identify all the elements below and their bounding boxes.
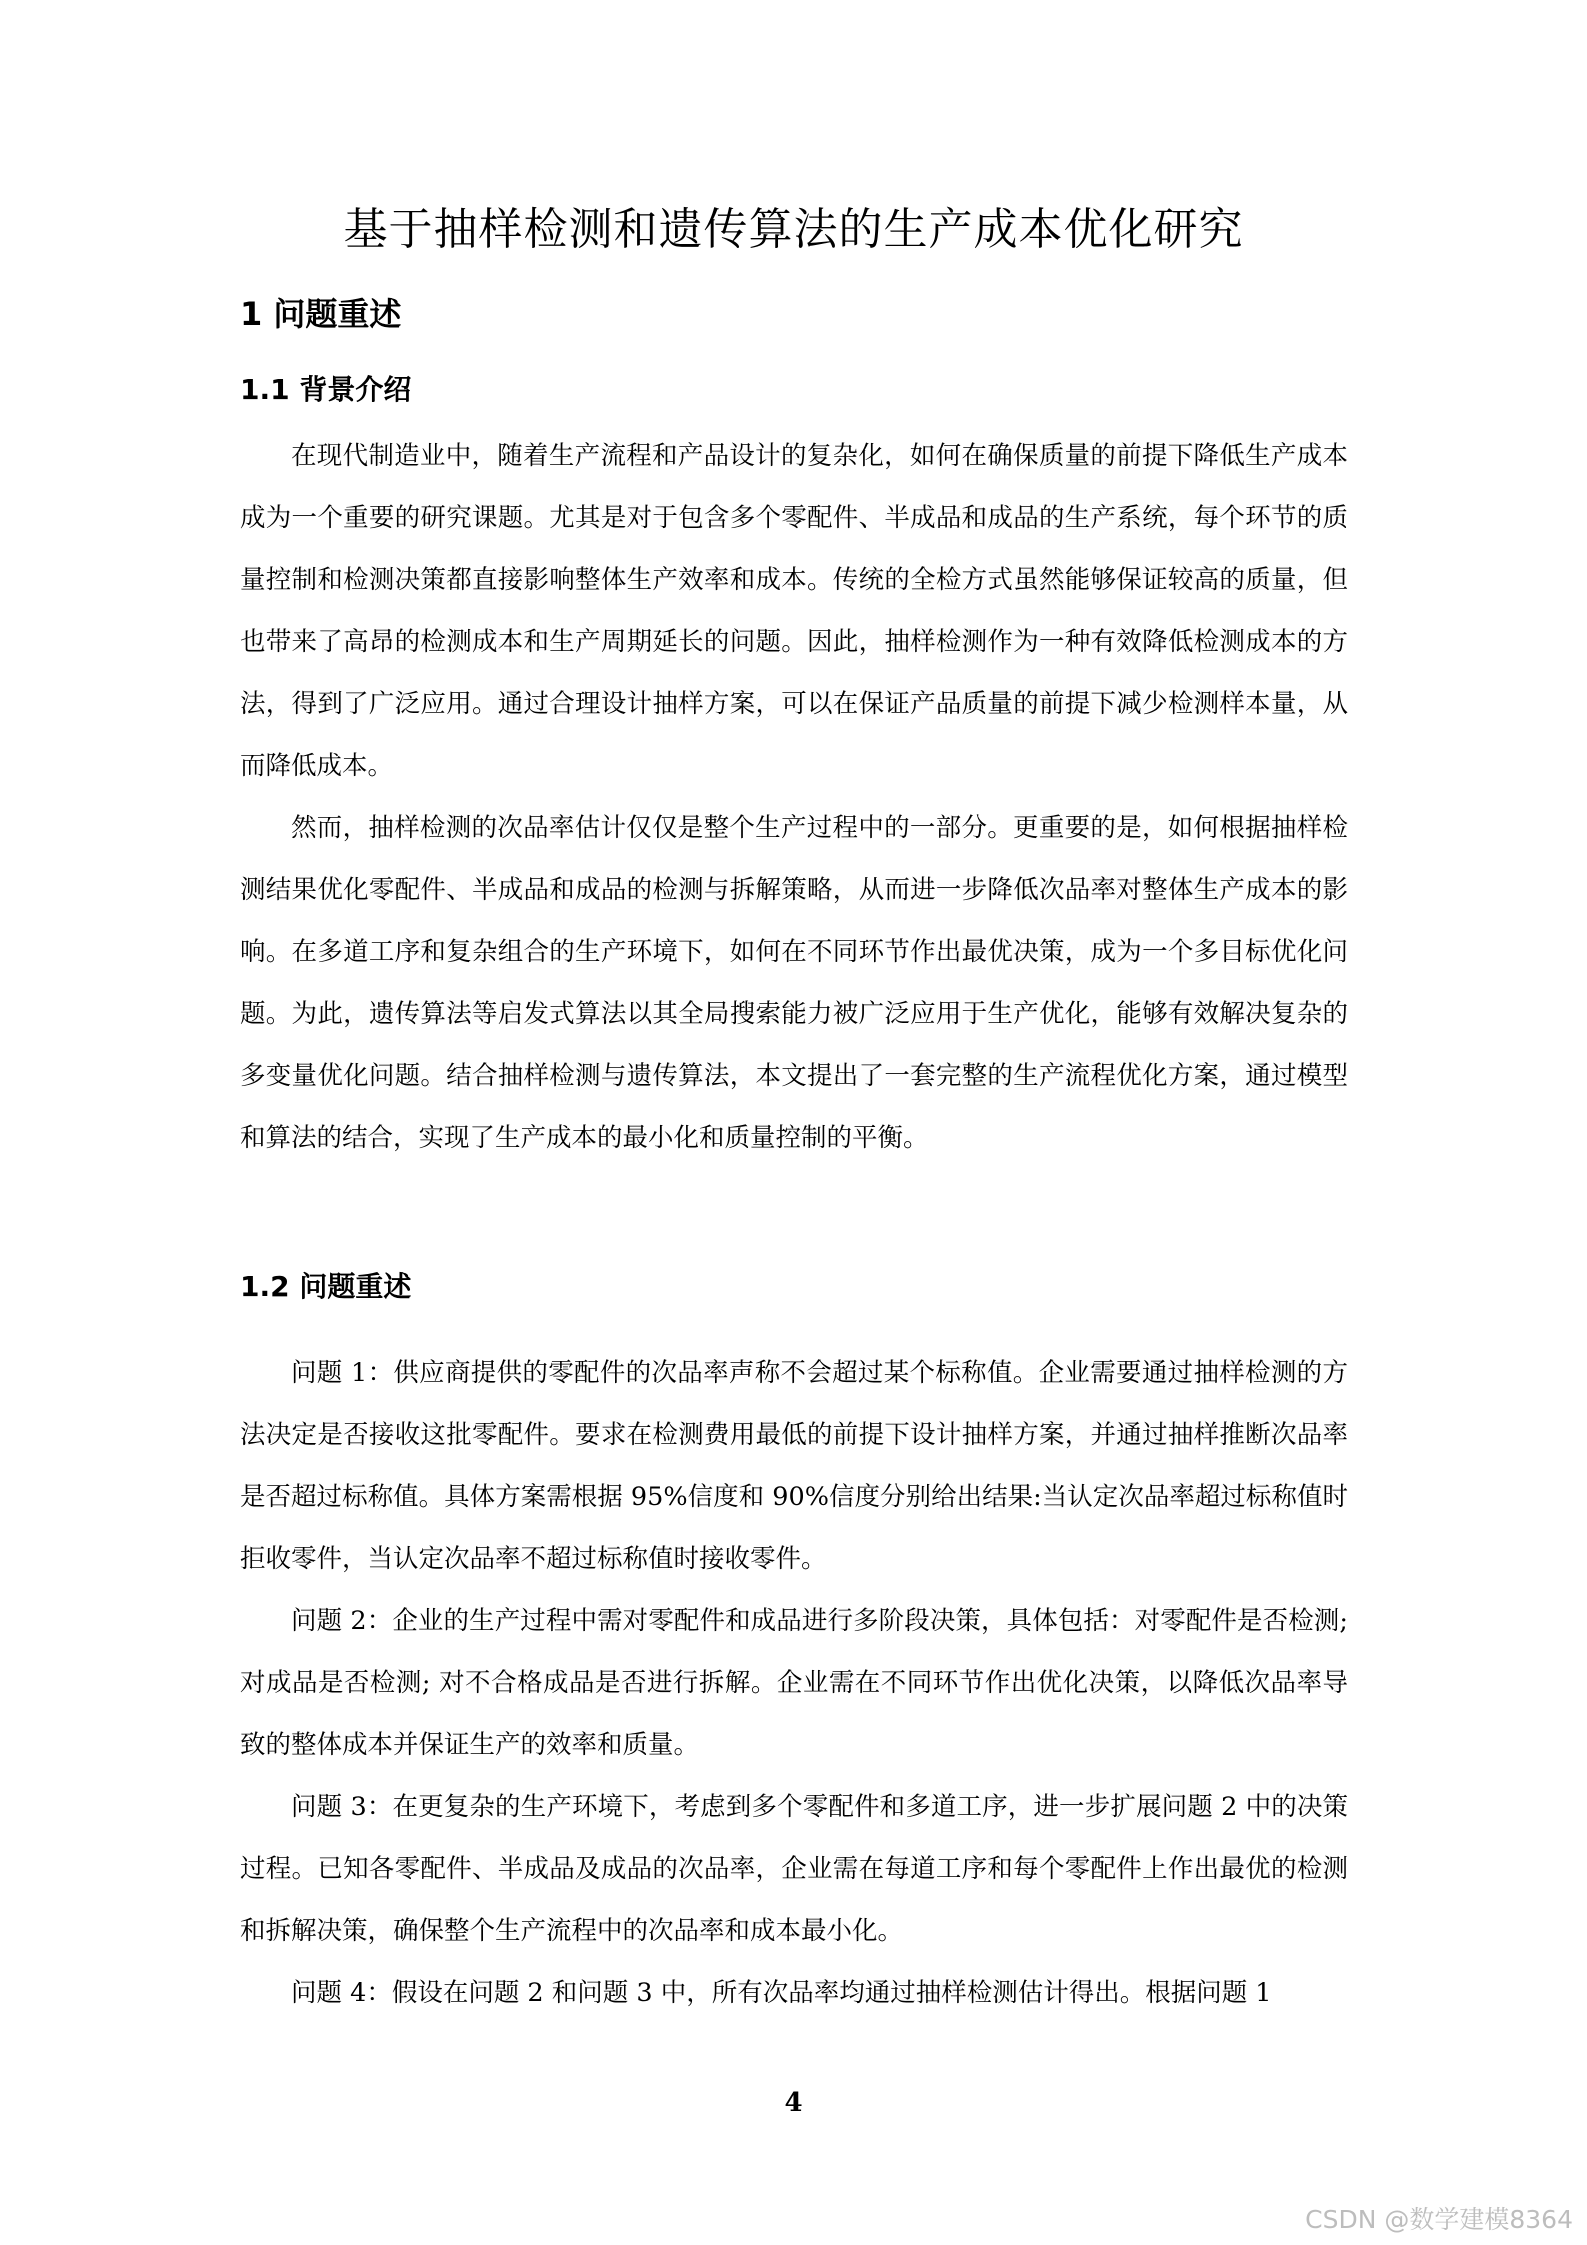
paragraph: 然而，抽样检测的次品率估计仅仅是整个生产过程中的一部分。更重要的是，如何根据抽样检测结果优化零配件、半成品和成品的检测与拆解策略，从而进一步降低次品率对整体生产成本的影响。在多道工序和复杂组合的生产环境下，如何在不同环节作出最优决策，成为一个多目标优化问题。为此，遗传算法等启发式算法以其全局搜索能力被广泛应用于生产优化，能够有效解决复杂的多变量优化问题。结合抽样检测与遗传算法，本文提出了一套完整的生产流程优化方案，通过模型和算法的结合，实现了生产成本的最小化和质量控制的平衡。 bbox=[240, 813, 1348, 1153]
paper-title: 基于抽样检测和遗传算法的生产成本优化研究 bbox=[343, 204, 1244, 255]
paragraph-problem-3: 问题 3：在更复杂的生产环境下，考虑到多个零配件和多道工序，进一步扩展问题 2 中的决策过程。已知各零配件、半成品及成品的次品率，企业需在每道工序和每个零配件上作出最优的检测和拆解决策，确保整个生产流程中的次品率和成本最小化。 bbox=[240, 1792, 1348, 1946]
paragraph: 在现代制造业中，随着生产流程和产品设计的复杂化，如何在确保质量的前提下降低生产成本成为一个重要的研究课题。尤其是对于包含多个零配件、半成品和成品的生产系统，每个环节的质量控制和检测决策都直接影响整体生产效率和成本。传统的全检方式虽然能够保证较高的质量，但也带来了高昂的检测成本和生产周期延长的问题。因此，抽样检测作为一种有效降低检测成本的方法，得到了广泛应用。通过合理设计抽样方案，可以在保证产品质量的前提下减少检测样本量，从而降低成本。 bbox=[240, 441, 1348, 781]
section-heading-1: 1 问题重述 bbox=[240, 295, 402, 333]
csdn-watermark: CSDN @数学建模8364 bbox=[1305, 2205, 1573, 2234]
subsection-heading-problem-restatement: 1.2 问题重述 bbox=[240, 1270, 412, 1303]
page-number: 4 bbox=[784, 2088, 803, 2118]
paragraph-problem-2: 问题 2：企业的生产过程中需对零配件和成品进行多阶段决策，具体包括：对零配件是否检测; 对成品是否检测; 对不合格成品是否进行拆解。企业需在不同环节作出优化决策，以降低次品率导致的整体成本并保证生产的效率和质量。 bbox=[240, 1606, 1348, 1760]
paragraph-problem-1: 问题 1：供应商提供的零配件的次品率声称不会超过某个标称值。企业需要通过抽样检测的方法决定是否接收这批零配件。要求在检测费用最低的前提下设计抽样方案，并通过抽样推断次品率是否超过标称值。具体方案需根据 95%信度和 90%信度分别给出结果:当认定次品率超过标称值时拒收零件，当认定次品率不超过标称值时接收零件。 bbox=[240, 1358, 1348, 1574]
subsection-heading-background: 1.1 背景介绍 bbox=[240, 373, 412, 406]
problem-restatement-body bbox=[240, 1342, 1348, 2024]
background-body bbox=[240, 425, 1348, 1169]
paragraph-problem-4: 问题 4：假设在问题 2 和问题 3 中，所有次品率均通过抽样检测估计得出。根据问题 1 bbox=[291, 1978, 1272, 2008]
